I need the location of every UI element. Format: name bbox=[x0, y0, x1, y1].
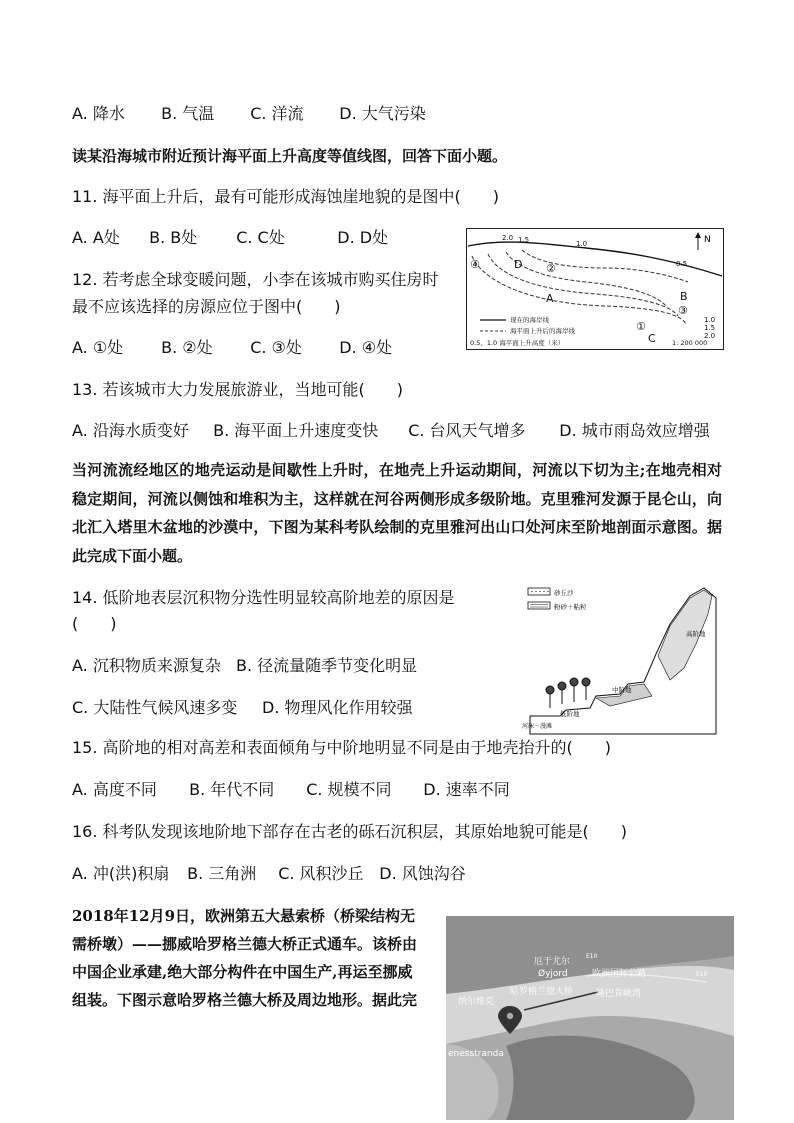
point-d: D bbox=[514, 258, 523, 271]
q10-options bbox=[72, 104, 426, 124]
bridge-terrain-map bbox=[446, 916, 734, 1120]
circled-4: ④ bbox=[470, 258, 480, 271]
q14-option-b: B. 径流量随季节变化明显 bbox=[236, 656, 418, 675]
q14-option-a: A. 沉积物质来源复杂 bbox=[72, 656, 221, 675]
q15-options bbox=[72, 780, 510, 800]
question-14-line1: 14. 低阶地表层沉积物分选性明显较高阶地差的原因是 bbox=[72, 588, 455, 607]
option-a: A. 沿海水质变好 bbox=[72, 421, 189, 440]
q16-options bbox=[72, 864, 466, 884]
option-d: D. 城市雨岛效应增强 bbox=[559, 421, 710, 440]
point-c: C bbox=[648, 332, 656, 345]
intro-3-line2: 需桥墩）——挪威哈罗格兰德大桥正式通车。该桥由 bbox=[72, 935, 418, 953]
intro-3-line1: 2018年12月9日，欧洲第五大悬索桥（桥梁结构无 bbox=[72, 907, 416, 925]
option-c: C. 风积沙丘 bbox=[278, 864, 364, 883]
label-oyjord-cn: 厄于尤尔 bbox=[534, 957, 571, 967]
sea-level-contour-map bbox=[466, 228, 724, 350]
question-14-line2: ( ) bbox=[72, 614, 117, 633]
contour-label-2: 1.5 bbox=[518, 236, 530, 244]
contour-label-3: 1.0 bbox=[576, 240, 588, 248]
option-c: C. ③处 bbox=[250, 338, 302, 357]
question-12-line2: 最不应该选择的房源应位于图中( ) bbox=[72, 297, 341, 316]
circled-3: ③ bbox=[678, 304, 688, 317]
option-c: C. C处 bbox=[236, 228, 285, 247]
label-enesstranda: enesstranda bbox=[448, 1049, 504, 1059]
option-b: B. 海平面上升速度变快 bbox=[213, 421, 379, 440]
option-b: B. B处 bbox=[149, 228, 198, 247]
label-bridge-name: 哈罗格兰德大桥 bbox=[510, 987, 574, 997]
legend-future-coast: 海平面上升后的海岸线 bbox=[510, 327, 575, 335]
option-b: B. 年代不同 bbox=[189, 780, 275, 799]
intro-text-2: 当河流流经地区的地壳运动是间歇性上升时，在地壳上升运动期间，河流以下切为主;在地壳相对稳定期间，河流以侧蚀和堆积为主，这样就在河谷两侧形成多级阶地。克里雅河发源于昆仑山，向北汇入塔里木盆地的沙漠中，下图为某科考队绘制的克里雅河出山口处河床至阶地剖面示意图。据此完成下面小题。 bbox=[72, 461, 722, 565]
q12-options bbox=[72, 338, 392, 358]
q14-option-c: C. 大陆性气候风速多变 bbox=[72, 698, 238, 717]
option-c: C. 规模不同 bbox=[306, 780, 392, 799]
intro-3-line3: 中国企业承建,绝大部分构件在中国生产,再运至挪威 bbox=[72, 963, 413, 981]
label-low-terrace: 低阶地 bbox=[560, 710, 580, 718]
q14-option-d: D. 物理风化作用较强 bbox=[262, 698, 413, 717]
contour-label-1: 2.0 bbox=[502, 234, 514, 242]
option-b: B. ②处 bbox=[161, 338, 213, 357]
contour-label-6: 1.5 bbox=[704, 324, 716, 332]
question-12-line1: 12. 若考虑全球变暖问题，小李在该城市购买住房时 bbox=[72, 270, 439, 289]
option-b: B. 三角洲 bbox=[187, 864, 257, 883]
question-11: 11. 海平面上升后，最有可能形成海蚀崖地貌的是图中( ) bbox=[72, 187, 500, 206]
label-oyjord: Øyjord bbox=[538, 969, 568, 979]
legend-dune-sand: 砂丘沙 bbox=[554, 589, 574, 597]
label-high-terrace: 高阶地 bbox=[686, 630, 706, 638]
point-a: A bbox=[546, 292, 554, 305]
legend-current-coast: 现在的海岸线 bbox=[510, 316, 549, 324]
point-b: B bbox=[680, 290, 688, 303]
option-d: D. 大气污染 bbox=[339, 104, 426, 123]
option-a: A. ①处 bbox=[72, 338, 124, 357]
label-narvik: 纳尔维克 bbox=[458, 997, 495, 1007]
option-c: C. 台风天气增多 bbox=[408, 421, 526, 440]
contour-label-4: 0.5 bbox=[676, 260, 688, 268]
intro-3-line4: 组装。下图示意哈罗格兰德大桥及周边地形。据此完 bbox=[72, 991, 418, 1009]
terrace-profile-diagram bbox=[520, 584, 720, 736]
label-riverbed: 河床－漫滩 bbox=[522, 723, 553, 730]
legend-rise-height: 0.5、1.0 海平面上升高度（米） bbox=[470, 339, 565, 347]
label-e10-a: E10 bbox=[586, 953, 598, 960]
question-15: 15. 高阶地的相对高差和表面倾角与中阶地明显不同是由于地壳抬升的( ) bbox=[72, 738, 612, 757]
contour-label-5: 1.0 bbox=[704, 316, 716, 324]
circled-1: ① bbox=[636, 320, 646, 333]
option-d: D. D处 bbox=[337, 228, 389, 247]
label-e10-b: E10 bbox=[696, 971, 708, 978]
tree-icons bbox=[546, 678, 590, 708]
intro-text-1: 读某沿海城市附近预计海平面上升高度等值线图，回答下面小题。 bbox=[72, 147, 508, 165]
option-d: D. 风蚀沟谷 bbox=[379, 864, 466, 883]
legend-silt-clay: 粉砂＋粘粒 bbox=[554, 603, 587, 611]
q11-options bbox=[72, 228, 388, 248]
option-d: D. ④处 bbox=[339, 338, 393, 357]
q13-options bbox=[72, 421, 710, 441]
contour-label-7: 2.0 bbox=[704, 332, 716, 340]
option-a: A. A处 bbox=[72, 228, 120, 247]
option-a: A. 降水 bbox=[72, 104, 125, 123]
question-13: 13. 若该城市大力发展旅游业，当地可能( ) bbox=[72, 380, 404, 399]
label-mid-terrace: 中阶地 bbox=[612, 686, 632, 694]
label-fjord: 隆巴肯峡湾 bbox=[596, 989, 642, 999]
question-16: 16. 科考队发现该地阶地下部存在古老的砾石沉积层，其原始地貌可能是( ) bbox=[72, 822, 628, 841]
map-scale: 1: 200 000 bbox=[672, 339, 708, 347]
option-b: B. 气温 bbox=[161, 104, 215, 123]
north-label: N bbox=[704, 235, 711, 245]
option-c: C. 洋流 bbox=[250, 104, 304, 123]
label-e-road: 欧洲国际公路 bbox=[592, 969, 647, 979]
option-a: A. 冲(洪)积扇 bbox=[72, 864, 170, 883]
circled-2: ② bbox=[546, 262, 556, 275]
option-d: D. 速率不同 bbox=[423, 780, 510, 799]
option-a: A. 高度不同 bbox=[72, 780, 157, 799]
